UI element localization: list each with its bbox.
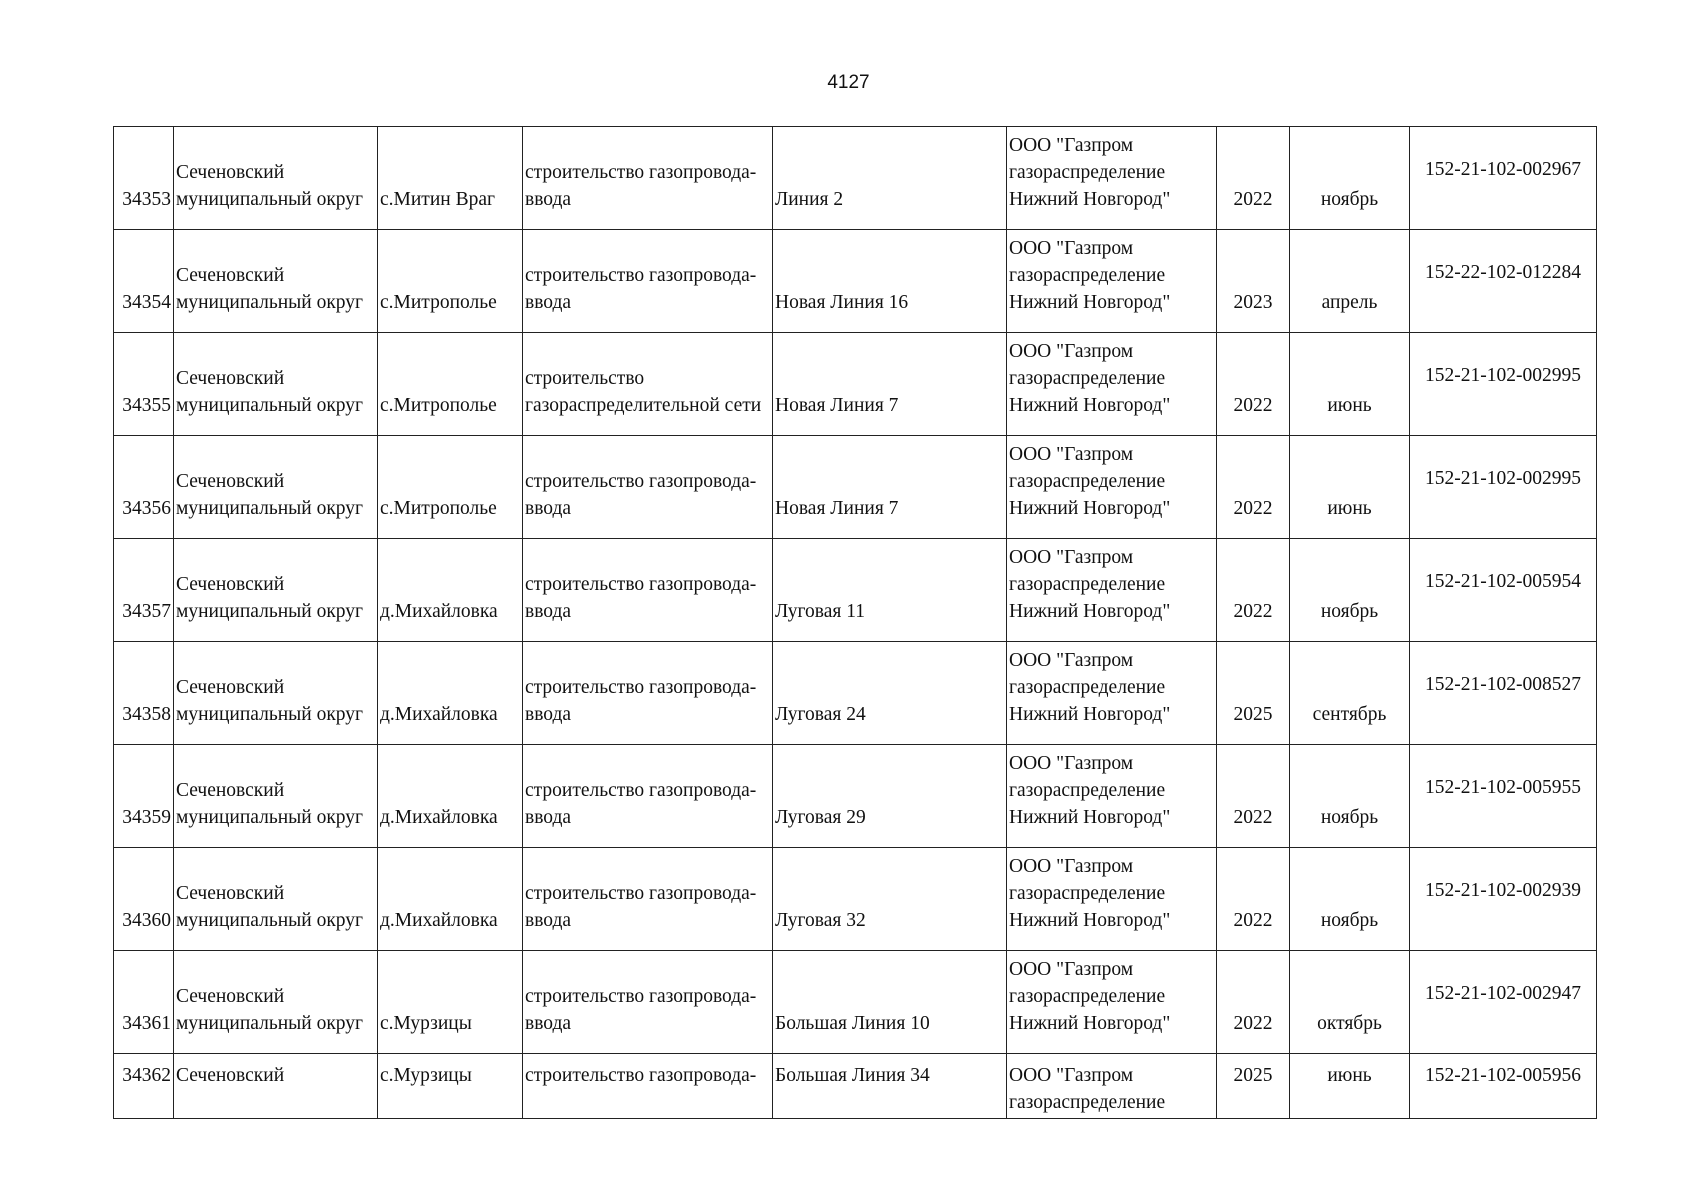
cell-month: сентябрь <box>1290 642 1410 745</box>
cell-year: 2023 <box>1217 230 1290 333</box>
cell-organization-line: газораспределение <box>1009 677 1166 698</box>
cell-organization-line: газораспределение <box>1009 471 1166 492</box>
cell-month: ноябрь <box>1290 539 1410 642</box>
cell-district <box>174 951 378 1054</box>
cell-work-type <box>523 230 773 333</box>
cell-district-line: муниципальный округ <box>176 910 364 931</box>
cell-code: 152-21-102-005956 <box>1410 1054 1597 1119</box>
cell-work-type <box>523 642 773 745</box>
cell-year: 2022 <box>1217 333 1290 436</box>
cell-organization-line: Нижний Новгород" <box>1009 910 1171 931</box>
table-row <box>114 333 1597 436</box>
cell-organization-line: газораспределение <box>1009 265 1166 286</box>
cell-organization-line: Нижний Новгород" <box>1009 807 1171 828</box>
cell-work-type-line: строительство газопровода- <box>525 471 757 492</box>
cell-organization <box>1007 436 1217 539</box>
cell-month: апрель <box>1290 230 1410 333</box>
cell-district-line: муниципальный округ <box>176 292 364 313</box>
cell-organization <box>1007 951 1217 1054</box>
cell-code: 152-22-102-012284 <box>1410 230 1597 333</box>
cell-code: 152-21-102-002939 <box>1410 848 1597 951</box>
cell-organization-line: Нижний Новгород" <box>1009 601 1171 622</box>
cell-year: 2025 <box>1217 642 1290 745</box>
cell-district <box>174 230 378 333</box>
cell-district-line: Сеченовский <box>176 162 285 183</box>
cell-district <box>174 127 378 230</box>
cell-settlement: с.Мурзицы <box>378 951 523 1054</box>
cell-district-line: муниципальный округ <box>176 498 364 519</box>
cell-organization-line: газораспределение <box>1009 883 1166 904</box>
cell-district-line: муниципальный округ <box>176 189 364 210</box>
cell-work-type-line: строительство <box>525 368 645 389</box>
cell-address: Луговая 11 <box>773 539 1007 642</box>
data-table <box>113 126 1597 1119</box>
cell-code: 152-21-102-002995 <box>1410 333 1597 436</box>
cell-organization-line: ООО "Газпром <box>1009 650 1134 671</box>
cell-number: 34356 <box>114 436 174 539</box>
cell-organization-line: Нижний Новгород" <box>1009 189 1171 210</box>
cell-organization-line: Нижний Новгород" <box>1009 1013 1171 1034</box>
cell-number: 34354 <box>114 230 174 333</box>
cell-number: 34353 <box>114 127 174 230</box>
cell-organization <box>1007 127 1217 230</box>
cell-number: 34362 <box>114 1054 174 1119</box>
cell-number: 34355 <box>114 333 174 436</box>
cell-district-line: Сеченовский <box>176 265 285 286</box>
cell-work-type-line: ввода <box>525 1013 572 1034</box>
cell-district <box>174 1054 378 1119</box>
cell-settlement: с.Митрополье <box>378 333 523 436</box>
cell-number: 34359 <box>114 745 174 848</box>
cell-organization <box>1007 1054 1217 1119</box>
cell-address: Луговая 29 <box>773 745 1007 848</box>
cell-address: Большая Линия 10 <box>773 951 1007 1054</box>
cell-settlement: с.Мурзицы <box>378 1054 523 1119</box>
cell-work-type-line: ввода <box>525 601 572 622</box>
cell-settlement: д.Михайловка <box>378 745 523 848</box>
cell-settlement: с.Митрополье <box>378 436 523 539</box>
cell-code: 152-21-102-008527 <box>1410 642 1597 745</box>
cell-month: июнь <box>1290 436 1410 539</box>
cell-organization-line: ООО "Газпром <box>1009 959 1134 980</box>
table-row <box>114 1054 1597 1119</box>
cell-organization-line: Нижний Новгород" <box>1009 395 1171 416</box>
cell-organization-line: газораспределение <box>1009 368 1166 389</box>
cell-work-type-line: строительство газопровода- <box>525 883 757 904</box>
cell-district-line: Сеченовский <box>176 677 285 698</box>
cell-work-type-line: ввода <box>525 910 572 931</box>
cell-organization <box>1007 848 1217 951</box>
table-row <box>114 127 1597 230</box>
cell-work-type <box>523 848 773 951</box>
cell-address: Большая Линия 34 <box>773 1054 1007 1119</box>
cell-settlement: д.Михайловка <box>378 539 523 642</box>
cell-settlement: д.Михайловка <box>378 848 523 951</box>
cell-work-type-line: строительство газопровода- <box>525 780 757 801</box>
cell-settlement: с.Митрополье <box>378 230 523 333</box>
cell-work-type-line: строительство газопровода- <box>525 986 757 1007</box>
cell-organization-line: ООО "Газпром <box>1009 547 1134 568</box>
cell-address: Луговая 32 <box>773 848 1007 951</box>
cell-work-type-line: строительство газопровода- <box>525 162 757 183</box>
cell-work-type-line: ввода <box>525 292 572 313</box>
cell-work-type-line: строительство газопровода- <box>525 265 757 286</box>
cell-organization-line: газораспределение <box>1009 986 1166 1007</box>
cell-district <box>174 848 378 951</box>
cell-organization-line: Нижний Новгород" <box>1009 498 1171 519</box>
cell-organization-line: ООО "Газпром <box>1009 1065 1134 1086</box>
cell-organization-line: ООО "Газпром <box>1009 341 1134 362</box>
cell-district <box>174 436 378 539</box>
cell-work-type-line: ввода <box>525 807 572 828</box>
cell-work-type-line: строительство газопровода- <box>525 677 757 698</box>
cell-organization <box>1007 642 1217 745</box>
cell-month: ноябрь <box>1290 127 1410 230</box>
cell-year: 2022 <box>1217 436 1290 539</box>
cell-work-type <box>523 539 773 642</box>
cell-organization-line: ООО "Газпром <box>1009 444 1134 465</box>
cell-settlement: с.Митин Враг <box>378 127 523 230</box>
cell-organization-line: газораспределение <box>1009 1092 1166 1113</box>
cell-organization <box>1007 333 1217 436</box>
cell-organization-line: ООО "Газпром <box>1009 753 1134 774</box>
cell-district-line: Сеченовский <box>176 1065 285 1086</box>
cell-district-line: Сеченовский <box>176 883 285 904</box>
cell-code: 152-21-102-002995 <box>1410 436 1597 539</box>
cell-work-type <box>523 127 773 230</box>
cell-number: 34360 <box>114 848 174 951</box>
cell-month: октябрь <box>1290 951 1410 1054</box>
cell-organization-line: ООО "Газпром <box>1009 135 1134 156</box>
cell-code: 152-21-102-005954 <box>1410 539 1597 642</box>
cell-work-type <box>523 333 773 436</box>
cell-work-type <box>523 745 773 848</box>
cell-address: Новая Линия 16 <box>773 230 1007 333</box>
cell-work-type-line: газораспределительной сети <box>525 395 762 416</box>
cell-number: 34358 <box>114 642 174 745</box>
cell-year: 2025 <box>1217 1054 1290 1119</box>
table-row <box>114 951 1597 1054</box>
cell-address: Новая Линия 7 <box>773 436 1007 539</box>
cell-district-line: Сеченовский <box>176 574 285 595</box>
cell-month: ноябрь <box>1290 848 1410 951</box>
cell-year: 2022 <box>1217 127 1290 230</box>
cell-settlement: д.Михайловка <box>378 642 523 745</box>
cell-work-type <box>523 951 773 1054</box>
table-row <box>114 230 1597 333</box>
cell-organization-line: газораспределение <box>1009 574 1166 595</box>
cell-month: ноябрь <box>1290 745 1410 848</box>
cell-district-line: Сеченовский <box>176 986 285 1007</box>
cell-address: Линия 2 <box>773 127 1007 230</box>
cell-district <box>174 642 378 745</box>
cell-organization-line: газораспределение <box>1009 780 1166 801</box>
cell-month: июнь <box>1290 333 1410 436</box>
cell-code: 152-21-102-002967 <box>1410 127 1597 230</box>
cell-district <box>174 333 378 436</box>
cell-organization-line: ООО "Газпром <box>1009 856 1134 877</box>
cell-code: 152-21-102-002947 <box>1410 951 1597 1054</box>
cell-organization-line: газораспределение <box>1009 162 1166 183</box>
cell-year: 2022 <box>1217 539 1290 642</box>
cell-year: 2022 <box>1217 745 1290 848</box>
cell-number: 34361 <box>114 951 174 1054</box>
cell-district-line: муниципальный округ <box>176 601 364 622</box>
cell-organization <box>1007 230 1217 333</box>
cell-district-line: Сеченовский <box>176 780 285 801</box>
cell-district <box>174 745 378 848</box>
cell-organization <box>1007 539 1217 642</box>
cell-organization-line: Нижний Новгород" <box>1009 704 1171 725</box>
cell-address: Новая Линия 7 <box>773 333 1007 436</box>
table-row <box>114 436 1597 539</box>
cell-work-type-line: ввода <box>525 704 572 725</box>
cell-district-line: муниципальный округ <box>176 704 364 725</box>
table-row <box>114 642 1597 745</box>
cell-district <box>174 539 378 642</box>
table-row <box>114 539 1597 642</box>
cell-district-line: Сеченовский <box>176 368 285 389</box>
cell-work-type-line: строительство газопровода- <box>525 574 757 595</box>
cell-organization <box>1007 745 1217 848</box>
cell-district-line: муниципальный округ <box>176 395 364 416</box>
cell-organization-line: Нижний Новгород" <box>1009 292 1171 313</box>
cell-district-line: муниципальный округ <box>176 1013 364 1034</box>
cell-work-type-line: ввода <box>525 189 572 210</box>
table-body <box>114 127 1597 1119</box>
cell-number: 34357 <box>114 539 174 642</box>
cell-work-type <box>523 1054 773 1119</box>
cell-month: июнь <box>1290 1054 1410 1119</box>
cell-work-type-line: ввода <box>525 498 572 519</box>
cell-code: 152-21-102-005955 <box>1410 745 1597 848</box>
table-row <box>114 848 1597 951</box>
cell-year: 2022 <box>1217 848 1290 951</box>
cell-district-line: муниципальный округ <box>176 807 364 828</box>
page-number: 4127 <box>827 72 870 93</box>
cell-address: Луговая 24 <box>773 642 1007 745</box>
cell-year: 2022 <box>1217 951 1290 1054</box>
cell-district-line: Сеченовский <box>176 471 285 492</box>
cell-organization-line: ООО "Газпром <box>1009 238 1134 259</box>
cell-work-type <box>523 436 773 539</box>
cell-work-type-line: строительство газопровода- <box>525 1065 757 1086</box>
table-row <box>114 745 1597 848</box>
